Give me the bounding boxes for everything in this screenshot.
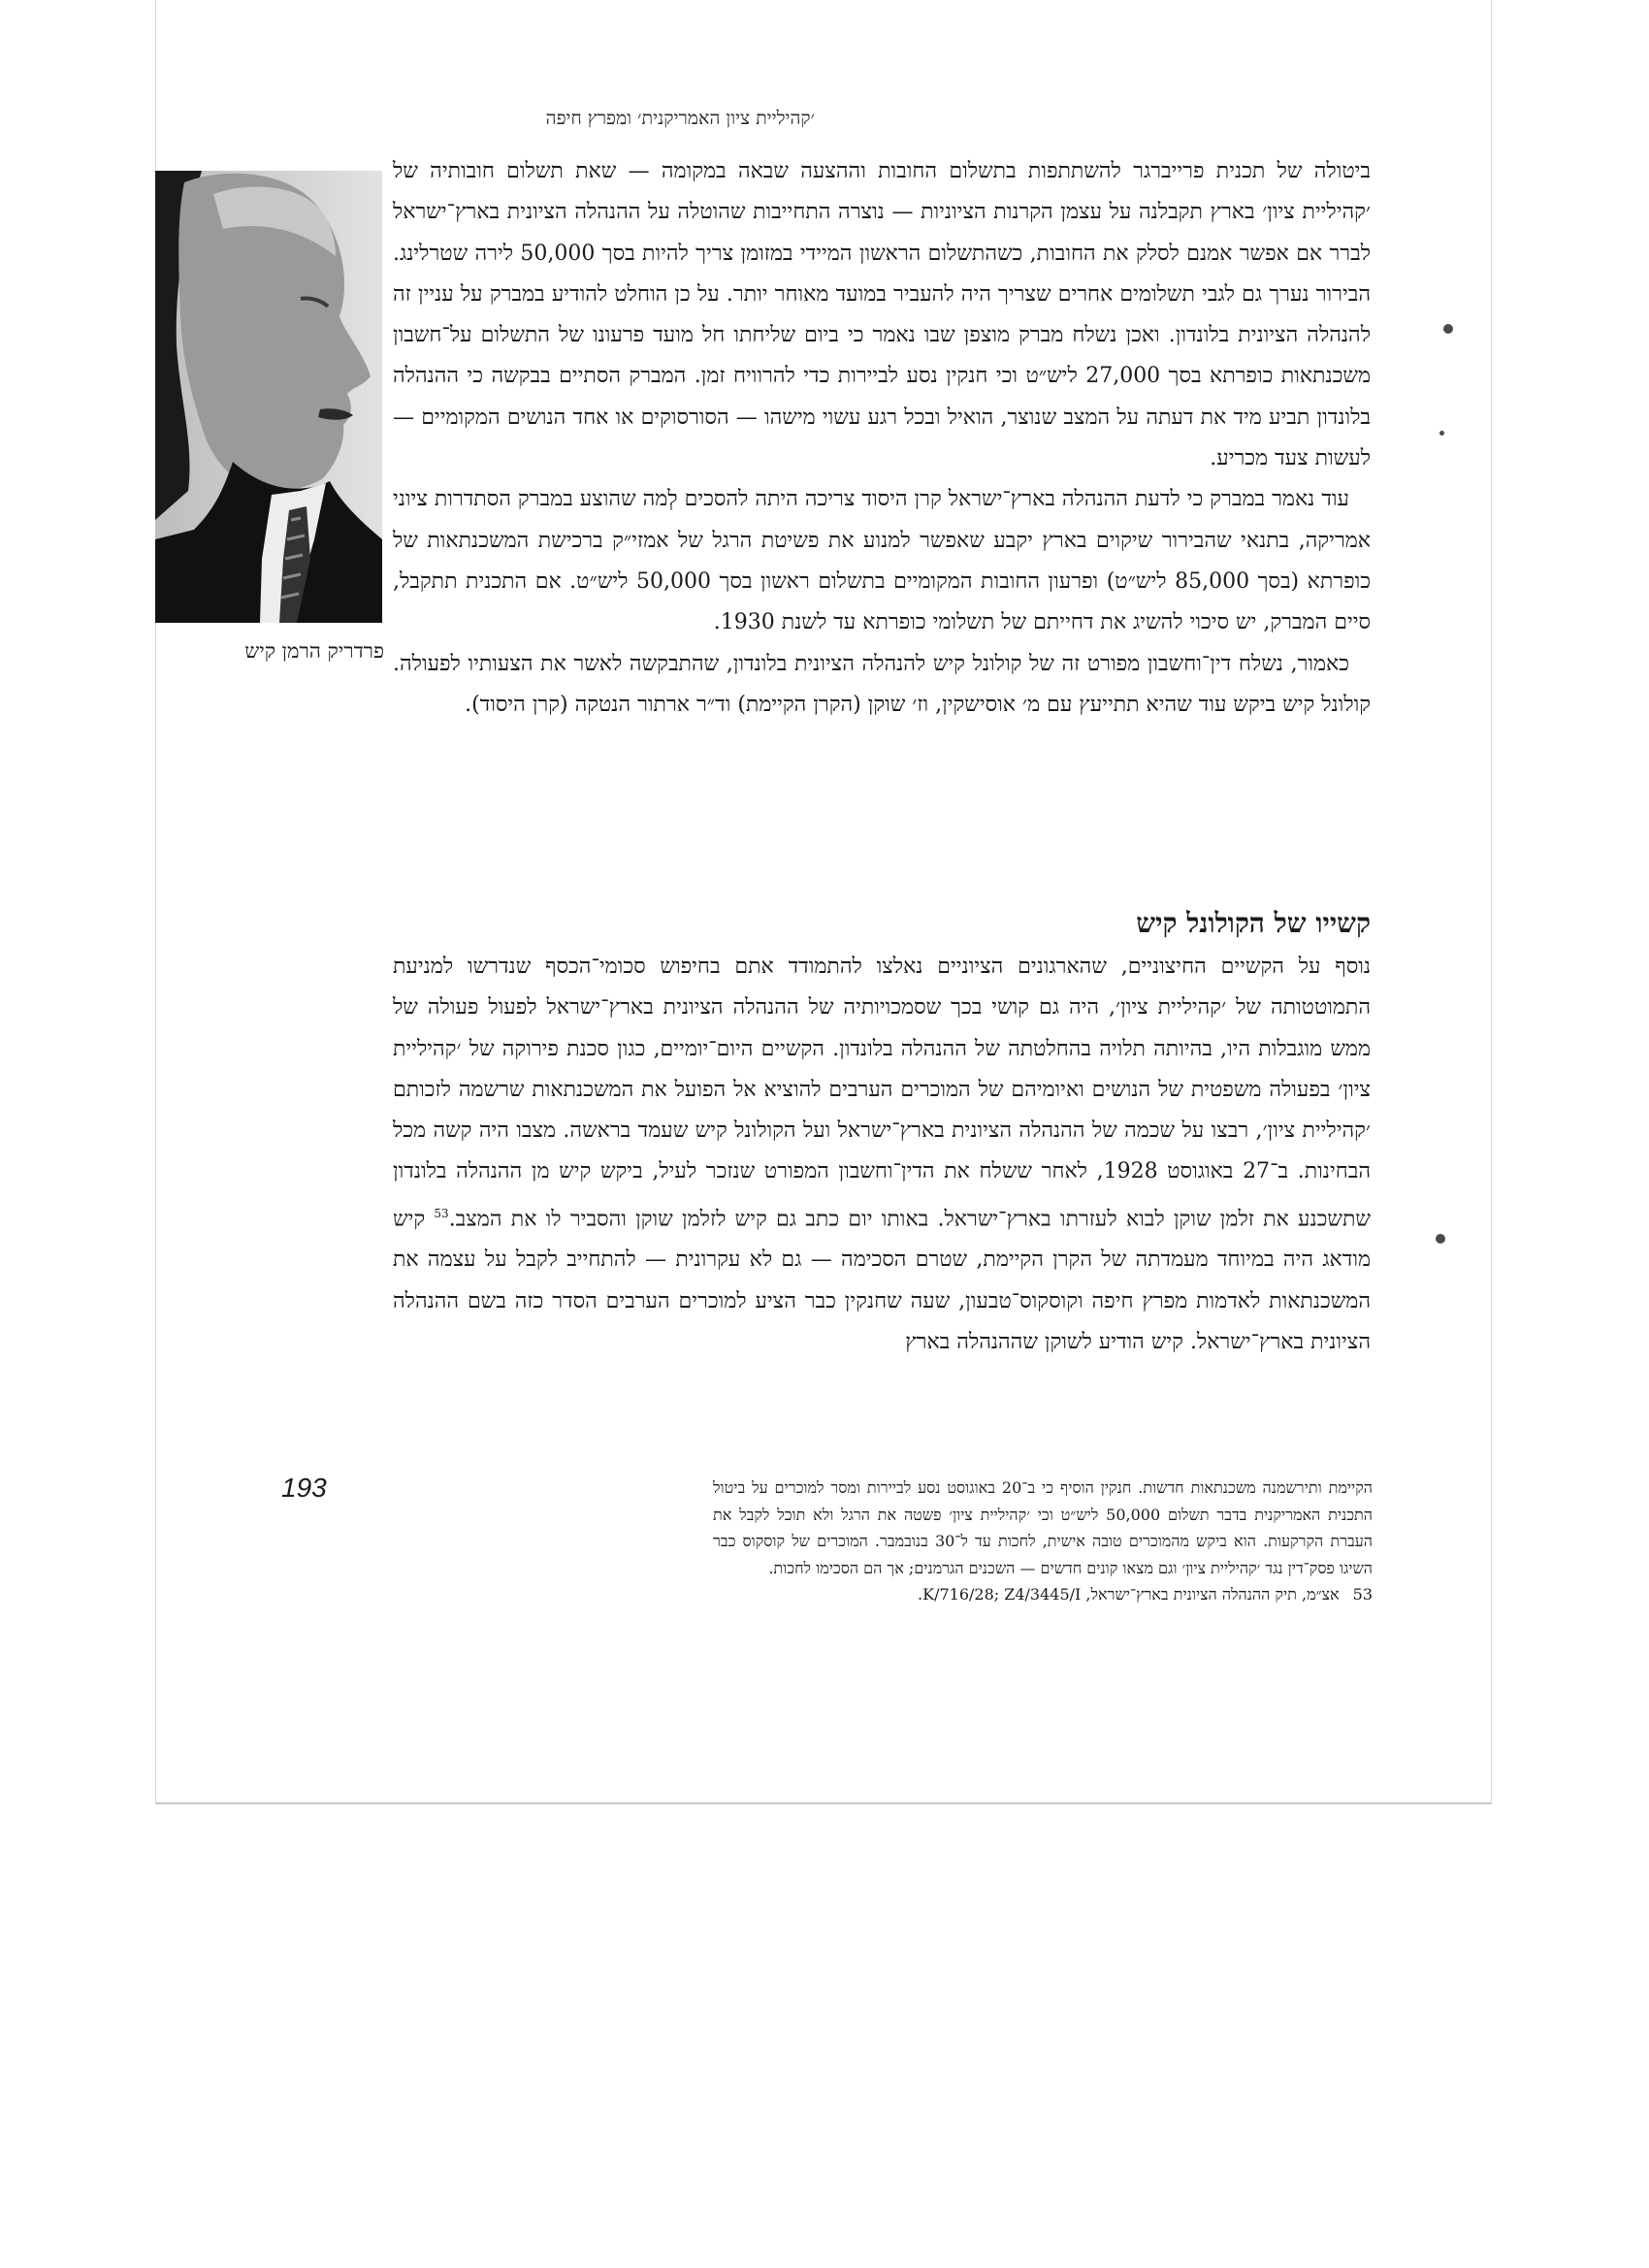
scan-speck <box>1436 1234 1445 1244</box>
paragraph: כאמור, נשלח דין־וחשבון מפורט זה של קולונל קיש להנהלה הציונית בלונדון, שהתבקשה לאשר את הצעותיו לפעולה. קולונל קיש ביקש עוד שהיא תתייעץ עם מ׳ אוסישקין, וז׳ שוקן (הקרן הקיימת) וד״ר ארתור הנטקה (קרן היסוד). <box>393 651 1371 717</box>
body-text-bottom <box>393 947 1371 1363</box>
photo-caption: פרדריק הרמן קיש <box>244 639 384 663</box>
running-head: ׳קהיליית ציון האמריקנית׳ ומפרץ חיפה <box>545 108 815 129</box>
body-text-top <box>393 151 1371 726</box>
paragraph <box>393 947 1371 1363</box>
footnote-number: 53 <box>1352 1585 1373 1604</box>
paragraph: ביטולה של תכנית פרייברגר להשתתפות בתשלום החובות וההצעה שבאה במקומה — שאת תשלום חובותיה של ׳קהיליית ציון׳ בארץ תקבלנה על עצמן הקרנות הציוניות — נוצרה התחייבות שהוטלה על ההנהלה הציונית בארץ־ישראל לברר אם אפשר אמנם לסלק את החובות, כשהתשלום הראשון המיידי במזומן צריך להיות בסך 50,000 לירה שטרלינג. הבירור נערך גם לגבי תשלומים אחרים שצריך היה להעביר במועד מאוחר יותר. על כן הוחלט להודיע במברק על עניין זה להנהלה הציונית בלונדון. ואכן נשלח מברק מוצפן שבו נאמר כי ביום שליחתו חל מועד פרעונו של התשלום על־חשבון משכנתאות כופרתא בסך 27,000 ליש״ט וכי חנקין נסע לביירות כדי להרוויח זמן. המברק הסתיים בבקשה כי ההנהלה בלונדון תביע מיד את דעתה על המצב שנוצר, הואיל ובכל רגע עשוי מישהו — הסורסוקים או אחד הנושים המקומיים — לעשות צעד מכריע. <box>393 159 1371 471</box>
footnote-ref: 53 <box>434 1206 449 1220</box>
footnotes <box>713 1474 1373 1608</box>
scan-speck <box>1443 324 1453 334</box>
paragraph: עוד נאמר במברק כי לדעת ההנהלה בארץ־ישראל קרן היסוד צריכה היתה להסכים לְמה שהוצע במברק הסתדרות ציוני אמריקה, בתנאי שהבירור שיקוים בארץ יקבע שאפשר למנוע את פשיטת הרגל של אמזי״ק ברכישת המשכנתאות של כופרתא (בסך 85,000 ליש״ט) ופרעון החובות המקומיים בתשלום ראשון בסך 50,000 ליש״ט. אם התכנית תתקבל, סיים המברק, יש סיכוי להשיג את דחייתם של תשלומי כופרתא עד לשנת 1930. <box>393 487 1371 635</box>
portrait-photo <box>155 171 382 623</box>
paragraph-text: נוסף על הקשיים החיצוניים, שהארגונים הציוניים נאלצו להתמודד אתם בחיפוש סכומי־הכסף שנדרשו למניעת התמוטטותה של ׳קהיליית ציון׳, היה גם קושי בכך שסמכויותיה של ההנהלה הציונית בארץ־ישראל לפעול פעולה של ממש מוגבלות היו, בהיותה תלויה בהחלטתה של ההנהלה בלונדון. הקשיים היום־יומיים, כגון סכנת פירוקה של ׳קהיליית ציון׳ בפעולה משפטית של הנושים ואיומיהם של המוכרים הערבים להוציא אל הפועל את המשכנתאות שרשמה לזכותם ׳קהיליית ציון׳, רבצו על שכמה של ההנהלה הציונית בארץ־ישראל ועל הקולונל קיש שעמד בראשה. מצבו היה קשה מכל הבחינות. ב־27 באוגוסט 1928, לאחר ששלח את הדין־וחשבון המפורט שנזכר לעיל, ביקש קיש מן ההנהלה בלונדון שתשכנע את זלמן שוקן לבוא לעזרתו בארץ־ישראל. באותו יום כתב גם קיש לזלמן שוקן והסביר לו את המצב. <box>393 955 1372 1232</box>
paragraph-text: קיש מודאג היה במיוחד מעמדתה של הקרן הקיימת, שטרם הסכימה — גם לא עקרונית — להתחייב לקבל על עצמה את המשכנתאות לאדמות מפרץ חיפה וקוסקוס־טבעון, שעה שחנקין כבר הציע למוכרים הערבים הסדר כזה בשם ההנהלה הציונית בארץ־ישראל. קיש הודיע לשוקן שההנהלה בארץ <box>393 1207 1371 1354</box>
page-number: 193 <box>281 1473 327 1503</box>
portrait-photo-icon <box>155 171 382 623</box>
footnote-continuation: הקיימת ותירשמנה משכנתאות חדשות. חנקין הוסיף כי ב־20 באוגוסט נסע לביירות ומסר למוכרים על ביטול התכנית האמריקנית בדבר תשלום 50,000 ליש״ט וכי ׳קהיליית ציון׳ פשטה את הרגל ולא תוכל לקבל את העברת הקרקעות. הוא ביקש מהמוכרים טובה אישית, לחכות עד ל־30 בנובמבר. המוכרים של קוסקוס כבר השיגו פסק־דין נגד ׳קהיליית ציון׳ וגם מצאו קונים חדשים — השכנים הגרמנים; אך הם הסכימו לחכות. <box>713 1478 1374 1577</box>
footnote-text: אצ״מ, תיק ההנהלה הציונית בארץ־ישראל, K/716/28; Z4/3445/I. <box>918 1585 1340 1604</box>
scan-speck <box>1439 431 1444 436</box>
footnote <box>713 1581 1373 1608</box>
section-heading: קשייו של הקולונל קיש <box>1136 907 1371 939</box>
